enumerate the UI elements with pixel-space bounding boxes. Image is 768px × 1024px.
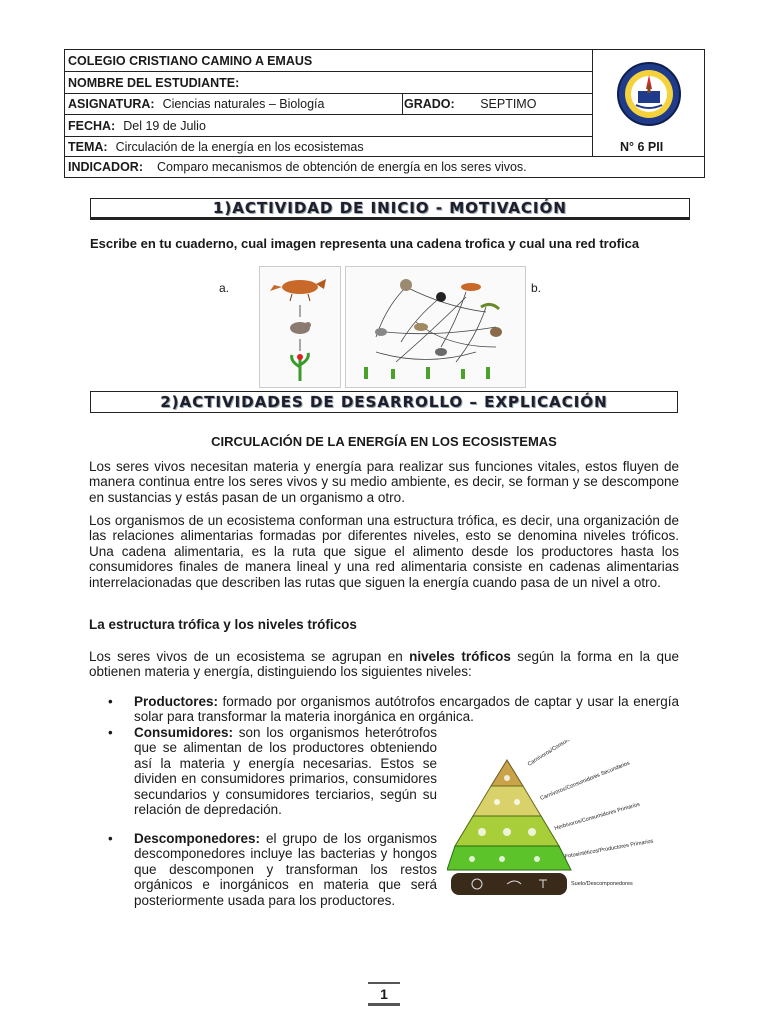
food-web-illustration (346, 267, 525, 387)
school-row (65, 50, 592, 72)
list-item (108, 831, 437, 908)
paragraph-2: Los organismos de un ecosistema conforman una estructura trófica, es decir, una organización de las relaciones alimentarias formadas por diferentes niveles, esto se denomina niveles tróficos. Una cadena alimentaria, es la ruta que sigue el alimento desde los productores hasta los consumidores finales de manera lineal y una red alimentaria consiste en cadenas alimentarias interrelacionadas que describen las rutas que siguen la energía cuando pasa de un nivel a otro. (89, 513, 679, 590)
list-item-term: Consumidores: (134, 725, 234, 740)
header-table (64, 49, 705, 178)
paragraph-3-start: Los seres vivos de un ecosistema se agrupan en (89, 649, 410, 664)
list-item-term: Productores: (134, 694, 219, 709)
topic-label: TEMA: (68, 139, 108, 154)
activity2-banner: 2)ACTIVIDADES DE DESARROLLO – EXPLICACIÓN (90, 391, 678, 413)
section-title: CIRCULACIÓN DE LA ENERGÍA EN LOS ECOSISTEMAS (211, 434, 557, 449)
trophic-pyramid-image (447, 740, 687, 902)
pyramid-label: Herbívoros/Consumidores Primarios (553, 801, 641, 832)
paragraph-3 (89, 649, 679, 680)
list-item-text: el grupo de los organismos descomponedores incluye las bacterias y hongos que descomponen y transforman los restos orgánicos e inorgánicos en materia que será posteriormente usada para los productores. (134, 831, 437, 908)
school-seal-icon (616, 61, 682, 127)
date-label: FECHA: (68, 118, 116, 133)
pyramid-label: Fotosintéticos/Productores Primarios (564, 838, 654, 860)
list-item-text: formado por organismos autótrofos encargados de captar y usar la energía solar para transformar la materia inorgánica en orgánica. (134, 694, 679, 725)
activity-number: N° 6 PII (620, 139, 664, 154)
student-row (65, 72, 592, 94)
subject-row (65, 94, 592, 115)
topic-value: Circulación de la energía en los ecosistemas (115, 139, 364, 154)
pyramid-label: Suelo/Descomponedores (571, 881, 633, 887)
subheading: La estructura trófica y los niveles tróficos (89, 617, 357, 632)
date-value: Del 19 de Julio (123, 118, 206, 133)
divider (402, 94, 403, 115)
indicator-label: INDICADOR: (68, 160, 143, 174)
indicator-value: Comparo mecanismos de obtención de energía en los seres vivos. (157, 160, 527, 174)
list-item-term: Descomponedores: (134, 831, 261, 846)
bullet-icon: • (108, 694, 113, 709)
date-row (65, 115, 592, 137)
list-item-text: son los organismos heterótrofos que se alimentan de los productores obteniendo así la materia y energía necesarias. Estos se dividen en consumidores primarios, consumidores secundarios y consumidores terciarios, según su relación de depredación. (134, 725, 437, 818)
food-chain-illustration (260, 267, 340, 387)
paragraph-3-bold: niveles tróficos (409, 649, 511, 664)
grade-label: GRADO: (404, 97, 455, 111)
trophic-pyramid-illustration (447, 740, 687, 902)
activity1-banner: 1)ACTIVIDAD DE INICIO - MOTIVACIÓN (90, 198, 690, 220)
indicator-row (65, 157, 704, 177)
bullet-icon: • (108, 831, 113, 846)
list-item (108, 694, 679, 725)
subject-value: Ciencias naturales – Biología (162, 97, 325, 111)
activity1-question: Escribe en tu cuaderno, cual imagen representa una cadena trofica y cual una red trofica (90, 236, 640, 251)
label-b: b. (531, 281, 542, 295)
student-label: NOMBRE DEL ESTUDIANTE: (68, 75, 240, 90)
grade-cell (404, 97, 536, 111)
label-a: a. (219, 281, 230, 295)
page-number: 1 (368, 982, 400, 1006)
bullet-icon: • (108, 725, 113, 740)
pyramid-label: Carnívoros/Consumidores Terciarios (526, 740, 606, 768)
school-logo (592, 50, 705, 137)
school-name: COLEGIO CRISTIANO CAMINO A EMAUS (68, 53, 313, 68)
topic-row (65, 137, 704, 157)
grade-value: SEPTIMO (480, 97, 537, 111)
paragraph-3-end: según la forma en la que obtienen materia y energía, distinguiendo los siguientes niveles: (89, 649, 679, 680)
subject-label: ASIGNATURA: (68, 97, 155, 111)
list-item (108, 725, 437, 818)
pyramid-label: Carnívoros/Consumidores Secundarios (539, 760, 631, 802)
paragraph-1: Los seres vivos necesitan materia y energía para realizar sus funciones vitales, estos fluyen de manera continua entre los seres vivos y su medio ambiente, es decir, se forman y se descompone en sustancias y estás pasan de un organismo a otro. (89, 459, 679, 505)
food-web-image (345, 266, 526, 388)
food-chain-image (259, 266, 341, 388)
